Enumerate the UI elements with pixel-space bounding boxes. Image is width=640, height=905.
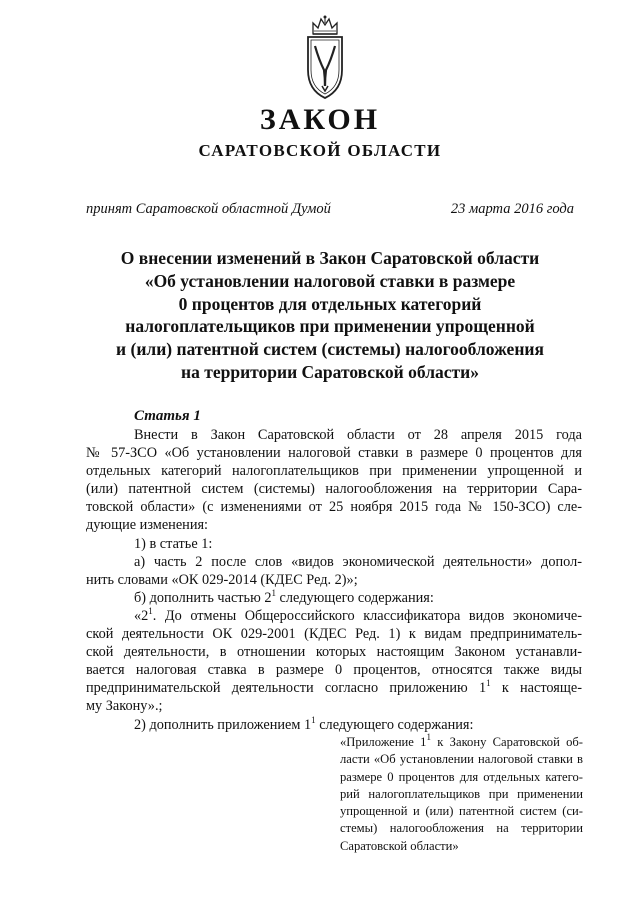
superscript: 1 — [271, 587, 276, 598]
heading-line: и (или) патентной систем (системы) налогообложения — [116, 339, 544, 360]
item-1b — [86, 589, 582, 607]
appendix-first-pre: «Приложение 1 — [340, 735, 427, 749]
quote-post-sup: к настояще- — [490, 680, 582, 697]
heading-line: на территории Саратовской области» — [181, 361, 479, 382]
law-region: САРАТОВСКОЙ ОБЛАСТИ — [198, 141, 442, 160]
item-1: 1) в статье 1: — [134, 535, 213, 552]
body-line: № 57-ЗСО «Об установлении налоговой ставки в размере 0 процентов для — [86, 445, 582, 462]
law-heading — [60, 247, 600, 384]
item-2-tail: следующего содержания: — [315, 716, 474, 733]
body-line: товской области» (с изменениями от 25 ноября 2015 года № 150-ЗСО) сле- — [86, 499, 582, 516]
quote-last-line: му Закону».; — [86, 698, 163, 715]
appendix-line: Саратовской области» — [340, 838, 459, 853]
adopted-date: 23 марта 2016 года — [450, 201, 574, 217]
saratov-coat-of-arms-icon — [300, 12, 350, 102]
superscript: 1 — [148, 605, 153, 616]
quote-pre-sup: предпринимательской деятельности согласно приложению 1 — [86, 680, 487, 697]
body-line: дующие изменения: — [86, 517, 209, 534]
appendix-line: рий налогоплательщиков при применении — [340, 786, 583, 801]
adopted-by: принят Саратовской областной Думой — [86, 201, 331, 217]
appendix-first-line — [340, 734, 583, 751]
appendix-reference — [340, 734, 583, 855]
law-title: ЗАКОН — [259, 103, 381, 136]
appendix-line: размере 0 процентов для отдельных катего- — [340, 769, 583, 784]
appendix-first-post: к Закону Саратовской об- — [430, 735, 584, 749]
body-line: отдельных категорий налогоплательщиков при применении упрощенной и — [86, 463, 582, 480]
item-1a-line: а) часть 2 после слов «видов экономической деятельности» допол- — [134, 553, 582, 570]
quote-line: ской деятельности ОК 029-2001 (КДЕС Ред. 1) к видам предприниматель- — [86, 626, 582, 643]
quote-first: . До отмены Общероссийского классификатора видов экономиче- — [152, 607, 582, 624]
body-line: (или) патентной систем (системы) налогообложения на территории Сара- — [86, 481, 582, 498]
heading-line: О внесении изменений в Закон Саратовской области — [120, 248, 540, 268]
heading-line: налогоплательщиков при применении упрощенной — [125, 316, 535, 337]
item-1b-tail: следующего содержания: — [275, 589, 434, 606]
quote-line-with-sup — [86, 679, 582, 697]
superscript: 1 — [426, 732, 431, 742]
item-1b-text: б) дополнить частью 2 — [134, 589, 272, 606]
article-title: Статья 1 — [134, 408, 201, 424]
quote-open: «2 — [134, 607, 149, 624]
quote-line: ской деятельности, в отношении которых настоящим Законом устанавли- — [86, 644, 582, 661]
appendix-line: упрощенной и (или) патентной систем (си- — [340, 804, 583, 819]
article-body — [86, 426, 582, 734]
body-line: Внести в Закон Саратовской области от 28 апреля 2015 года — [134, 427, 582, 443]
appendix-line: ласти «Об установлении налоговой ставки в — [340, 752, 583, 767]
superscript: 1 — [311, 714, 316, 725]
quote-first-line — [86, 607, 582, 625]
appendix-line: стемы) налогообложения на территории — [340, 821, 583, 836]
superscript: 1 — [486, 678, 491, 689]
item-1a-line: нить словами «ОК 029-2014 (КДЕС Ред. 2)»; — [86, 571, 358, 588]
heading-line: 0 процентов для отдельных категорий — [178, 293, 482, 314]
item-2 — [86, 716, 582, 734]
quote-line: вается налоговая ставка в размере 0 процентов, относятся также виды — [86, 662, 582, 679]
heading-line: «Об установлении налоговой ставки в размере — [144, 270, 516, 291]
item-2-text: 2) дополнить приложением 1 — [134, 716, 312, 733]
